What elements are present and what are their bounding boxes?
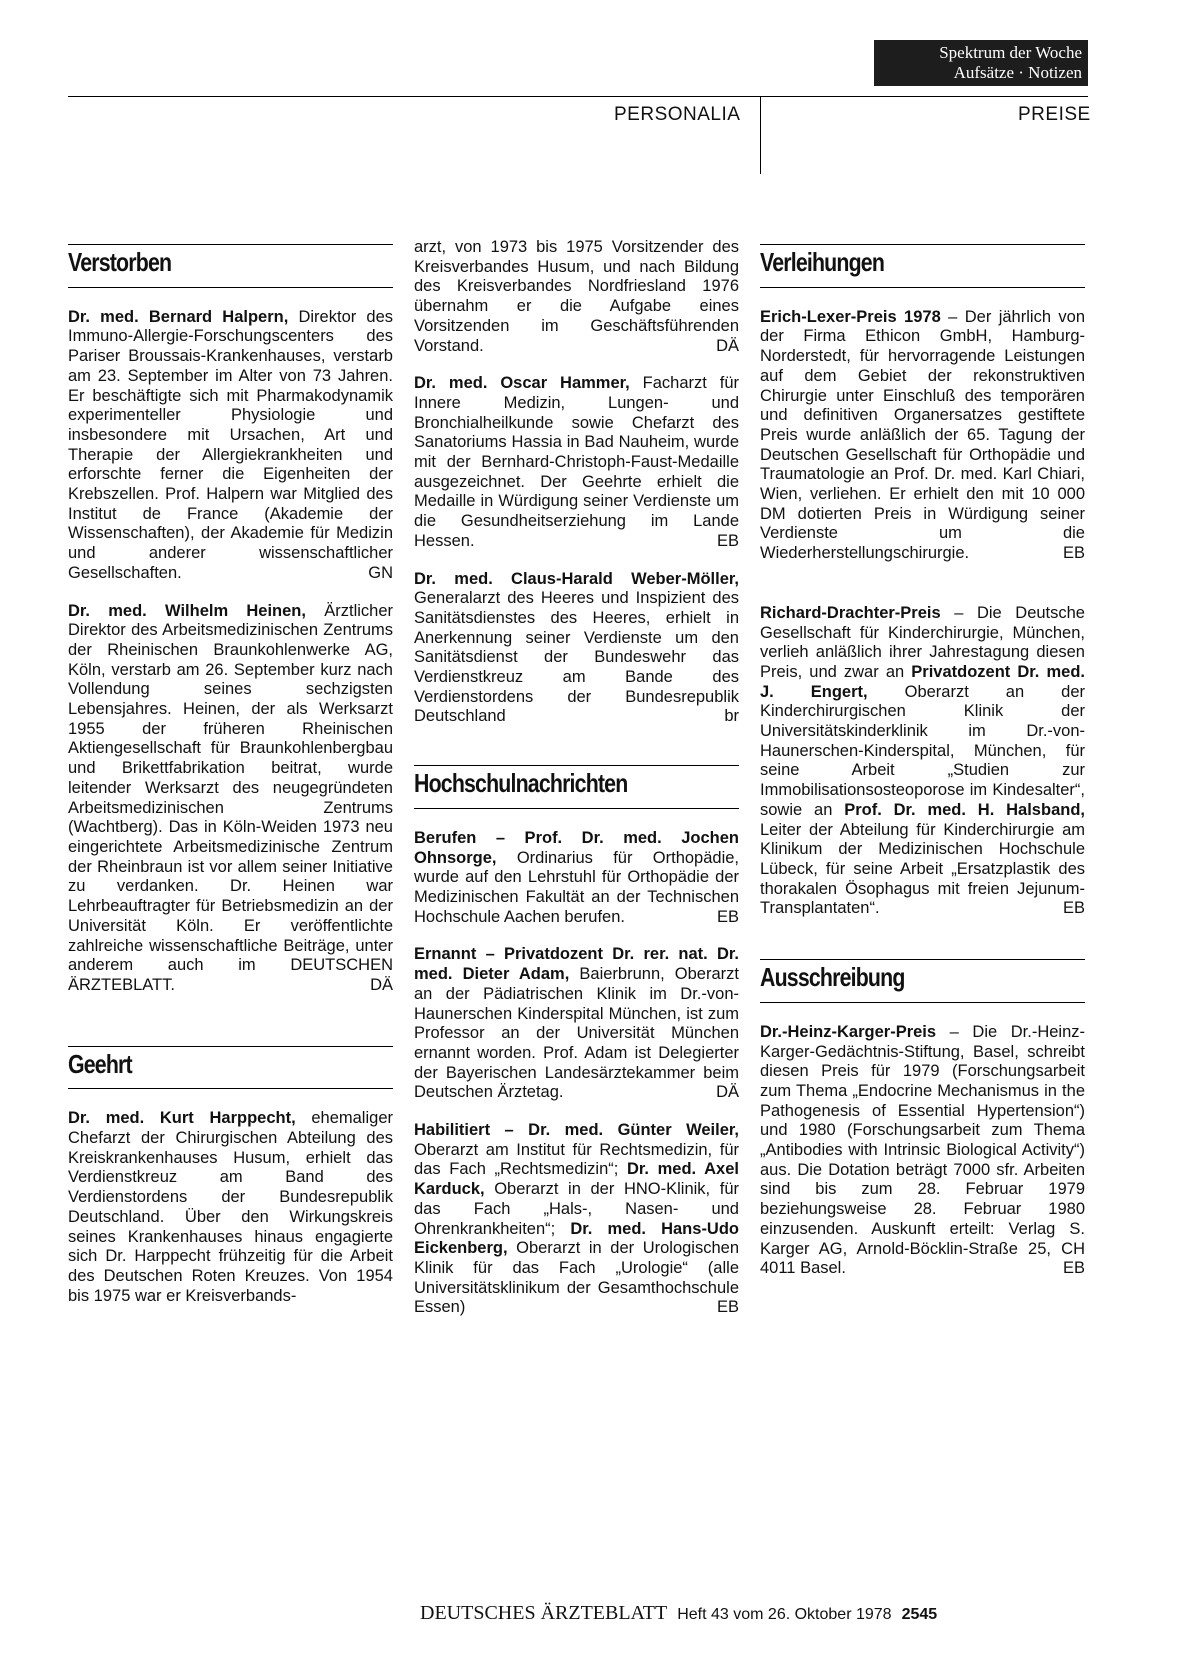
rubric-divider	[760, 96, 761, 174]
entry-hammer: Dr. med. Oscar Hammer, Facharzt für Innere Medizin, Lungen- und Bronchialheilkunde sowie Chefarzt des Sanatoriums Hassia in Bad Nauheim, wurde mit der Bernhard-Christoph-Faust-Medaille ausgezeichnet. Der Geehrte erhielt die Medaille in Würdigung seiner Verdienste um die Gesundheitserziehung im Lande Hessen. EB	[414, 374, 739, 550]
section-label-line1: Spektrum der Woche	[939, 43, 1082, 62]
entry-weber-moeller: Dr. med. Claus-Harald Weber-Möller, Generalarzt des Heeres und Inspizient des Sanitätsdienstes des Heeres, erhielt in Anerkennung seiner Verdienste um den Sanitätsdienst der Bundeswehr das Verdienstkreuz am Bande des Verdienstordens der Bundesrepublik Deutschland br	[414, 569, 739, 726]
rubric-preise: PREISE	[1018, 104, 1091, 125]
column-3	[760, 244, 1085, 1297]
signature: GN	[368, 563, 393, 582]
entry-richard-drachter-preis: Richard-Drachter-Preis – Die Deutsche Gesellschaft für Kinderchirurgie, München, verlieh anläßlich ihrer Jahrestagung diesen Preis, und zwar an Privatdozent Dr. med. J. Engert, Oberarzt an der Kinderchirurgischen Klinik der Universitätskinderklinik im Dr.-von-Haunerschen-Kinderspital, München, für seine Arbeit „Studien zur Immobilisationsosteoporose im Kindesalter“, sowie an Prof. Dr. med. H. Halsband, Leiter der Abteilung für Kinderchirurgie am Klinikum der Medizinischen Hochschule Lübeck, für seine Arbeit „Ersatzplastik des thorakalen Ösophagus mit freien Jejunum-Transplantaten“. EB	[760, 603, 1086, 918]
signature: br	[724, 707, 739, 726]
signature: EB	[1062, 1259, 1085, 1278]
section-label-line2: Aufsätze · Notizen	[953, 63, 1082, 82]
section-heading-verleihungen: Verleihungen	[760, 244, 1085, 288]
page-footer	[420, 1602, 937, 1625]
page-number: 2545	[901, 1606, 938, 1623]
entry-habilitiert: Habilitiert – Dr. med. Günter Weiler, Oberarzt am Institut für Rechtsmedizin, für das Fach „Rechtsmedizin“; Dr. med. Axel Karduck, Oberarzt in der HNO-Klinik, für das Fach „Hals-, Nasen- und Ohrenkrankheiten“; Dr. med. Hans-Udo Eickenberg, Oberarzt in der Urologischen Klinik für das Fach „Urologie“ (alle Universitätsklinikum der Gesamthochschule Essen) EB	[414, 1121, 740, 1317]
entry-ohnsorge: Berufen – Prof. Dr. med. Jochen Ohnsorge, Ordinarius für Orthopädie, wurde auf den Lehrstuhl für Orthopädie der Medizinischen Fakultät an der Technischen Hochschule Aachen berufen. EB	[414, 828, 739, 926]
signature: EB	[716, 907, 739, 926]
entry-adam: Ernannt – Privatdozent Dr. rer. nat. Dr. med. Dieter Adam, Baierbrunn, Oberarzt an der Pädiatrischen Klinik im Dr.-von-Haunerschen Kinderspital München, ist zum Professor an der Universität München ernannt worden. Prof. Adam ist Delegierter der Bayerischen Landesärztekammer beim Deutschen Ärztetag. DÄ	[414, 945, 739, 1102]
issue-info: Heft 43 vom 26. Oktober 1978	[677, 1606, 892, 1623]
signature: EB	[1062, 544, 1085, 563]
section-label-box	[874, 40, 1088, 86]
rubric-personalia: PERSONALIA	[614, 104, 741, 125]
column-1	[68, 244, 393, 1324]
entry-heinen: Dr. med. Wilhelm Heinen, Ärztlicher Direktor des Arbeitsmedizinischen Zentrums der Rheinischen Braunkohlenwerke AG, Köln, verstarb am 26. September kurz nach Vollendung seines sechzigsten Lebensjahres. Heinen, der als Werksarzt 1955 der früheren Rheinischen Aktiengesellschaft für Braunkohlenbergbau und Brikettfabrikation beitrat, wurde leitender Werksarzt des neugegründeten Arbeitsmedizinischen Zentrums (Wachtberg). Das in Köln-Weiden 1973 neu eingerichtete Arbeitsmedizinische Zentrum der Rheinbraun ist vor allem seiner Initiative zu verdanken. Dr. Heinen war Lehrbeauftragter für Betriebsmedizin an der Universität Köln. Er veröffentlichte zahlreiche wissenschaftliche Beiträge, unter anderem auch im DEUTSCHEN ÄRZTEBLATT. DÄ	[68, 601, 393, 994]
entry-harppecht-continued: arzt, von 1973 bis 1975 Vorsitzender des Kreisverbandes Husum, und nach Bildung des Kreisverbandes Nordfriesland 1976 übernahm er die Aufgabe eines Vorsitzenden im Geschäftsführenden Vorstand. DÄ	[414, 238, 739, 355]
entry-erich-lexer-preis: Erich-Lexer-Preis 1978 – Der jährlich von der Firma Ethicon GmbH, Hamburg-Norderstedt, für hervorragende Leistungen auf dem Gebiet der rekonstruktiven Chirurgie unter Einschluß des temporären und definitiven Organersatzes gestiftete Preis wurde anläßlich der 65. Tagung der Deutschen Gesellschaft für Orthopädie und Traumatologie an Prof. Dr. med. Karl Chiari, Wien, verliehen. Er erhielt den mit 10 000 DM dotierten Preis in Würdigung seiner Verdienste um die Wiederherstellungschirurgie. EB	[760, 307, 1085, 563]
signature: DÄ	[716, 336, 739, 355]
signature: DÄ	[716, 1083, 739, 1102]
entry-harppecht: Dr. med. Kurt Harppecht, ehemaliger Chefarzt der Chirurgischen Abteilung des Kreiskrankenhauses Husum, erhielt das Verdienstkreuz am Band des Verdienstordens der Bundesrepublik Deutschland. Über den Wirkungskreis seines Krankenhauses hinaus engagierte sich Dr. Harppecht frühzeitig für die Arbeit des Deutschen Roten Kreuzes. Von 1954 bis 1975 war er Kreisverbands-	[68, 1109, 393, 1305]
signature: EB	[716, 531, 739, 550]
entry-halpern: Dr. med. Bernard Halpern, Direktor des Immuno-Allergie-Forschungscenters des Pariser Broussais-Krankenhauses, verstarb am 23. September im Alter von 73 Jahren. Er beschäftigte sich mit Pharmakodynamik experimenteller Physiologie und insbesondere mit Ursachen, Art und Therapie der Allergiekrankheiten und erforschte ferner die Eigenheiten der Krebszellen. Prof. Halpern war Mitglied des Institut de France (Akademie der Wissenschaften), der Akademie für Medizin und anderer wissenschaftlicher Gesellschaften. GN	[68, 307, 394, 582]
signature: EB	[1062, 899, 1085, 918]
section-heading-hochschulnachrichten: Hochschulnachrichten	[414, 765, 739, 809]
entry-heinz-karger-preis: Dr.-Heinz-Karger-Preis – Die Dr.-Heinz-Karger-Gedächtnis-Stiftung, Basel, schreibt diesen Preis für 1979 (Forschungsarbeit zum Thema „Endocrine Mechanismus in the Pathogenesis of Essential Hypertension“) und 1980 (Forschungsarbeit zum Thema „Antibodies with Intrinsic Biological Activity“) aus. Die Dotation beträgt 7000 sfr. Arbeiten sind bis zum 28. Februar 1979 beziehungsweise 28. Februar 1980 einzusenden. Auskunft erteilt: Verlag S. Karger AG, Arnold-Böcklin-Straße 25, CH 4011 Basel. EB	[760, 1022, 1085, 1278]
column-2	[414, 238, 739, 1336]
top-rule	[68, 96, 1088, 97]
signature: DÄ	[370, 975, 393, 994]
section-heading-verstorben: Verstorben	[68, 244, 393, 288]
journal-name: DEUTSCHES ÄRZTEBLATT	[420, 1602, 668, 1624]
section-heading-ausschreibung: Ausschreibung	[760, 959, 1085, 1003]
section-heading-geehrt: Geehrt	[68, 1046, 393, 1090]
signature: EB	[716, 1298, 739, 1317]
